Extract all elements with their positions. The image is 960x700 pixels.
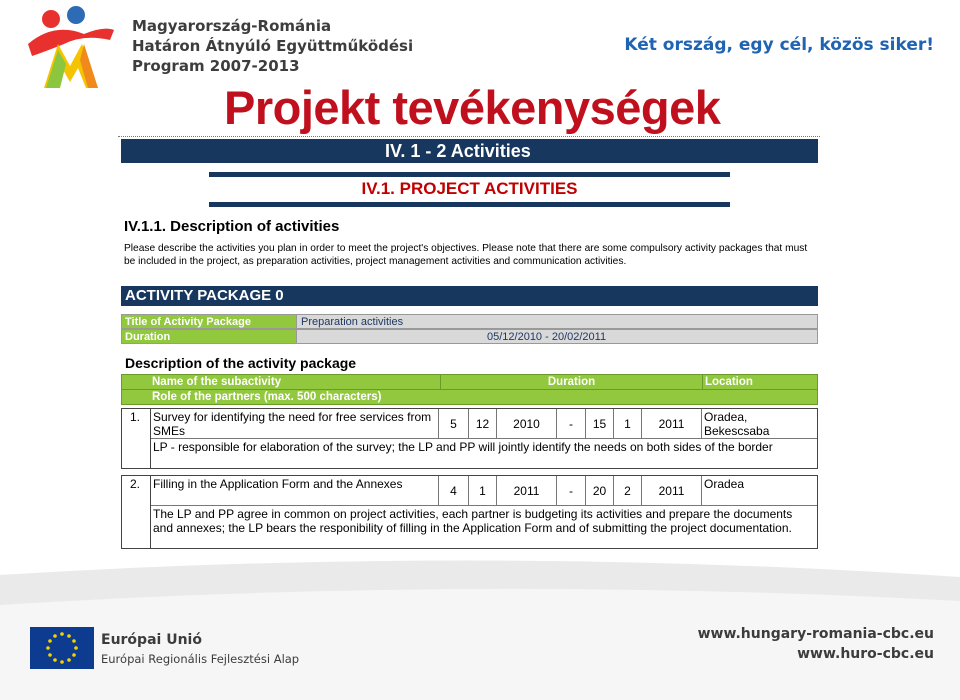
program-line-2: Határon Átnyúló Együttműködési (132, 37, 414, 55)
program-logo (24, 4, 118, 90)
end-year: 2011 (642, 409, 702, 439)
subactivity-header-row (121, 374, 818, 390)
activity-name: Filling in the Application Form and the Annexes (151, 476, 439, 506)
section-bar: IV. 1 - 2 Activities (121, 139, 818, 163)
start-year: 2011 (497, 476, 557, 506)
package-duration-value: 05/12/2010 - 20/02/2011 (296, 329, 818, 344)
package-duration-label: Duration (121, 329, 296, 344)
start-month: 1 (469, 476, 497, 506)
activity-location: Oradea (702, 476, 817, 506)
end-day: 15 (586, 409, 614, 439)
activity-package-description-title: Description of the activity package (125, 355, 357, 371)
date-separator: - (557, 476, 586, 506)
section-subtitle: IV.1. PROJECT ACTIVITIES (361, 179, 578, 198)
subtitle-rule-bottom (209, 202, 730, 207)
eu-title: Európai Unió (101, 632, 202, 648)
end-month: 2 (614, 476, 642, 506)
activity-number: 1. (122, 409, 151, 468)
website-link-huro[interactable]: www.huro-cbc.eu (797, 646, 934, 662)
package-duration-row (121, 329, 818, 344)
title-divider (118, 136, 820, 137)
activity-row (121, 475, 818, 549)
eu-flag-icon (30, 627, 94, 669)
package-title-value: Preparation activities (296, 314, 818, 329)
partners-role: LP - responsible for elaboration of the survey; the LP and PP will jointly identify the needs on both sides of the border (153, 440, 773, 454)
program-line-1: Magyarország-Románia (132, 17, 332, 35)
eu-subtitle: Európai Regionális Fejlesztési Alap (101, 652, 300, 666)
subtitle-rule-top (209, 172, 730, 177)
website-link-hungary-romania[interactable]: www.hungary-romania-cbc.eu (697, 626, 934, 642)
end-year: 2011 (642, 476, 702, 506)
activity-row (121, 408, 818, 469)
program-name (132, 16, 413, 76)
activity-location: Oradea, Bekescsaba (702, 409, 817, 439)
end-day: 20 (586, 476, 614, 506)
start-day: 4 (439, 476, 469, 506)
activity-number: 2. (122, 476, 151, 548)
description-heading: IV.1.1. Description of activities (124, 218, 340, 235)
activity-package-bar: ACTIVITY PACKAGE 0 (121, 286, 818, 306)
partners-role: The LP and PP agree in common on project activities, each partner is budgeting its activities and prepare the documents and annexes; the LP bears the responibility of filling in the Application Form and of submitting the project documentation. (153, 507, 793, 535)
partners-role-header-row (121, 389, 818, 405)
page-title: Projekt tevékenységek (224, 81, 721, 134)
package-title-label: Title of Activity Package (121, 314, 296, 329)
program-line-3: Program 2007-2013 (132, 57, 300, 75)
col-duration-header: Duration (440, 375, 702, 389)
start-day: 5 (439, 409, 469, 439)
package-title-row (121, 314, 818, 329)
end-month: 1 (614, 409, 642, 439)
col-role-header: Role of the partners (max. 500 characters) (152, 391, 382, 403)
col-name-header: Name of the subactivity (152, 376, 282, 388)
description-text: Please describe the activities you plan in order to meet the project's objectives. Please note that there are some compulsory activity packages that must be included in the project, as preparation activities, project management activities and communication activities. (124, 243, 808, 267)
activity-name: Survey for identifying the need for free services from SMEs (151, 409, 439, 439)
start-year: 2010 (497, 409, 557, 439)
col-location-header: Location (702, 375, 819, 389)
date-separator: - (557, 409, 586, 439)
start-month: 12 (469, 409, 497, 439)
slogan: Két ország, egy cél, közös siker! (624, 35, 934, 55)
